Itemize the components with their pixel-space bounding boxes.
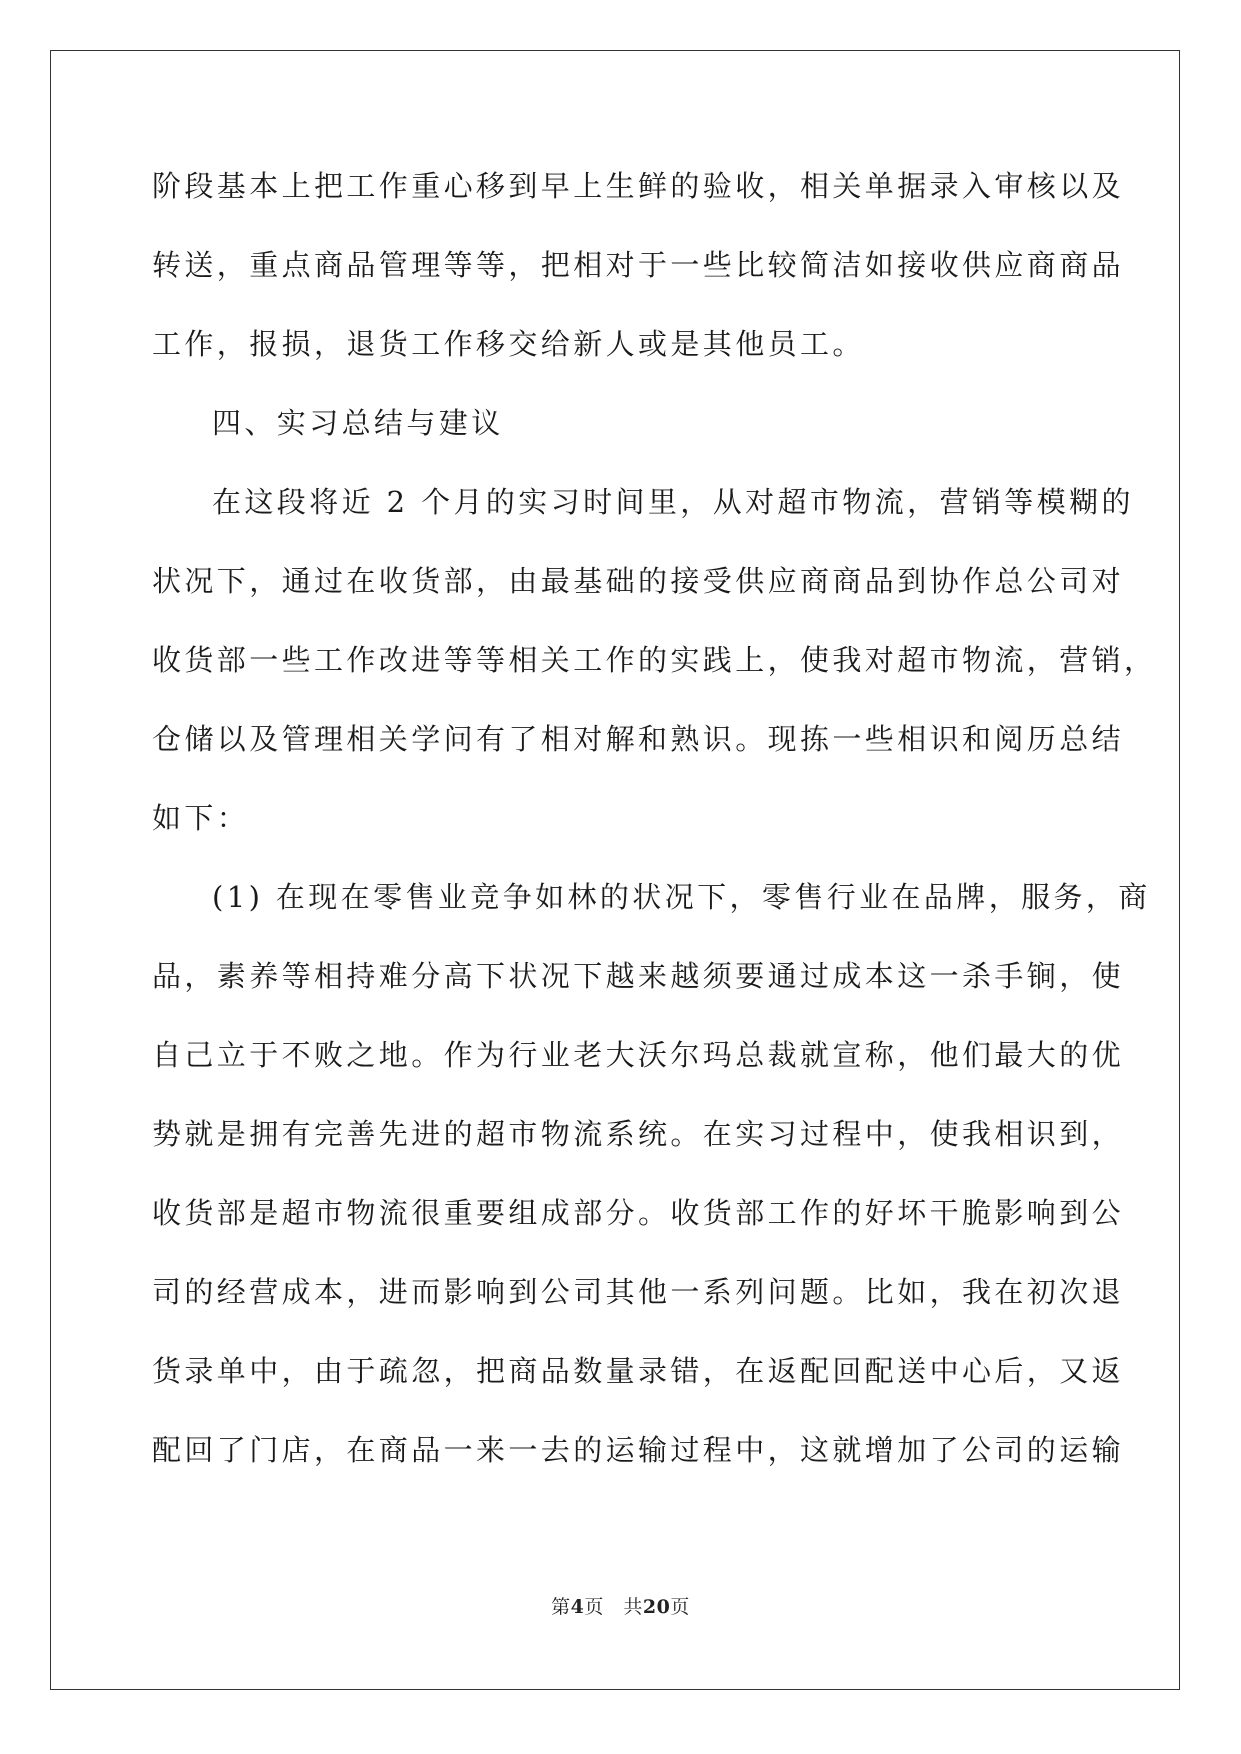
text-line-10: (1) 在现在零售业竞争如林的状况下，零售行业在品牌，服务，商 <box>212 880 1151 914</box>
text-line-8: 仓储以及管理相关学问有了相对解和熟识。现拣一些相识和阅历总结 <box>152 722 1125 756</box>
total-pages: 20 <box>642 1596 671 1618</box>
text-line-5: 在这段将近 2 个月的实习时间里，从对超市物流，营销等模糊的 <box>212 485 1134 519</box>
text-line-2: 转送，重点商品管理等等，把相对于一些比较简洁如接收供应商商品 <box>152 248 1125 282</box>
document-body <box>152 160 1157 1503</box>
text-line-3: 工作，报损，退货工作移交给新人或是其他员工。 <box>152 327 865 361</box>
text-line-7: 收货部一些工作改进等等相关工作的实践上，使我对超市物流，营销， <box>152 643 1157 677</box>
footer-prefix: 第 <box>551 1596 571 1618</box>
text-line-14: 收货部是超市物流很重要组成部分。收货部工作的好坏干脆影响到公 <box>152 1196 1125 1230</box>
text-line-15: 司的经营成本，进而影响到公司其他一系列问题。比如，我在初次退 <box>152 1275 1125 1309</box>
text-line-9: 如下： <box>152 801 250 835</box>
text-line-16: 货录单中，由于疏忽，把商品数量录错，在返配回配送中心后，又返 <box>152 1354 1125 1388</box>
footer-middle: 页 共 <box>584 1596 643 1618</box>
page-footer <box>0 1592 1241 1619</box>
text-line-12: 自己立于不败之地。作为行业老大沃尔玛总裁就宣称，他们最大的优 <box>152 1038 1125 1072</box>
text-line-6: 状况下，通过在收货部，由最基础的接受供应商商品到协作总公司对 <box>152 564 1125 598</box>
footer-suffix: 页 <box>670 1596 690 1618</box>
text-line-11: 品，素养等相持难分高下状况下越来越须要通过成本这一杀手锏，使 <box>152 959 1125 993</box>
text-line-1: 阶段基本上把工作重心移到早上生鲜的验收，相关单据录入审核以及 <box>152 169 1125 203</box>
text-line-13: 势就是拥有完善先进的超市物流系统。在实习过程中，使我相识到， <box>152 1117 1125 1151</box>
section-heading: 四、实习总结与建议 <box>212 406 504 440</box>
page-number: 4 <box>570 1596 585 1618</box>
text-line-17: 配回了门店，在商品一来一去的运输过程中，这就增加了公司的运输 <box>152 1433 1125 1467</box>
